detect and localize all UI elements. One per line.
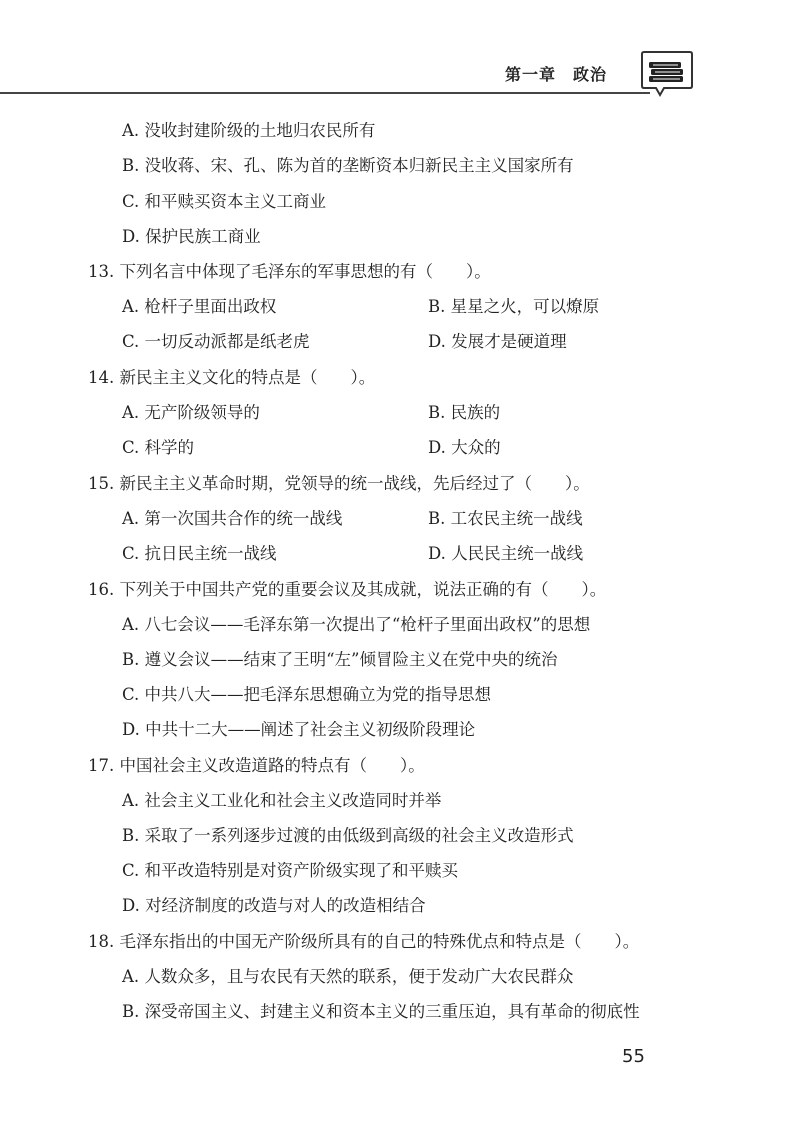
page-header — [0, 0, 800, 100]
option-17-a: A. 社会主义工业化和社会主义改造同时并举 — [122, 791, 442, 810]
option-15-d: D. 人民民主统一战线 — [428, 544, 584, 563]
books-icon — [640, 48, 694, 100]
option-13-c: C. 一切反动派都是纸老虎 — [122, 332, 310, 351]
option-17-b: B. 采取了一系列逐步过渡的由低级到高级的社会主义改造形式 — [122, 826, 574, 845]
page-number: 55 — [622, 1046, 645, 1067]
question-17: 17. 中国社会主义改造道路的特点有（ ）。 — [88, 756, 425, 775]
option-16-c: C. 中共八大——把毛泽东思想确立为党的指导思想 — [122, 685, 492, 704]
option-12-a: A. 没收封建阶级的土地归农民所有 — [122, 121, 376, 140]
option-14-d: D. 大众的 — [428, 438, 501, 457]
question-15: 15. 新民主主义革命时期，党领导的统一战线，先后经过了（ ）。 — [88, 474, 590, 493]
option-18-b: B. 深受帝国主义、封建主义和资本主义的三重压迫，具有革命的彻底性 — [122, 1002, 640, 1021]
option-17-d: D. 对经济制度的改造与对人的改造相结合 — [122, 896, 426, 915]
option-12-d: D. 保护民族工商业 — [122, 227, 261, 246]
option-18-a: A. 人数众多，且与农民有天然的联系，便于发动广大农民群众 — [122, 967, 574, 986]
header-rule — [0, 92, 650, 94]
option-14-a: A. 无产阶级领导的 — [122, 403, 260, 422]
question-13: 13. 下列名言中体现了毛泽东的军事思想的有（ ）。 — [88, 262, 491, 281]
option-13-b: B. 星星之火，可以燎原 — [428, 297, 600, 316]
option-15-c: C. 抗日民主统一战线 — [122, 544, 277, 563]
option-13-a: A. 枪杆子里面出政权 — [122, 297, 277, 316]
option-17-c: C. 和平改造特别是对资产阶级实现了和平赎买 — [122, 861, 459, 880]
question-14: 14. 新民主主义文化的特点是（ ）。 — [88, 368, 376, 387]
option-16-d: D. 中共十二大——阐述了社会主义初级阶段理论 — [122, 720, 476, 739]
question-16: 16. 下列关于中国共产党的重要会议及其成就，说法正确的有（ ）。 — [88, 580, 607, 599]
option-15-a: A. 第一次国共合作的统一战线 — [122, 509, 343, 528]
option-14-b: B. 民族的 — [428, 403, 501, 422]
option-14-c: C. 科学的 — [122, 438, 195, 457]
question-18: 18. 毛泽东指出的中国无产阶级所具有的自己的特殊优点和特点是（ ）。 — [88, 932, 640, 951]
option-13-d: D. 发展才是硬道理 — [428, 332, 567, 351]
option-12-c: C. 和平赎买资本主义工商业 — [122, 192, 327, 211]
option-12-b: B. 没收蒋、宋、孔、陈为首的垄断资本归新民主主义国家所有 — [122, 156, 574, 175]
option-15-b: B. 工农民主统一战线 — [428, 509, 583, 528]
option-16-b: B. 遵义会议——结束了王明“左”倾冒险主义在党中央的统治 — [122, 650, 558, 669]
option-16-a: A. 八七会议——毛泽东第一次提出了“枪杆子里面出政权”的思想 — [122, 615, 591, 634]
chapter-title: 第一章 政治 — [505, 65, 608, 84]
